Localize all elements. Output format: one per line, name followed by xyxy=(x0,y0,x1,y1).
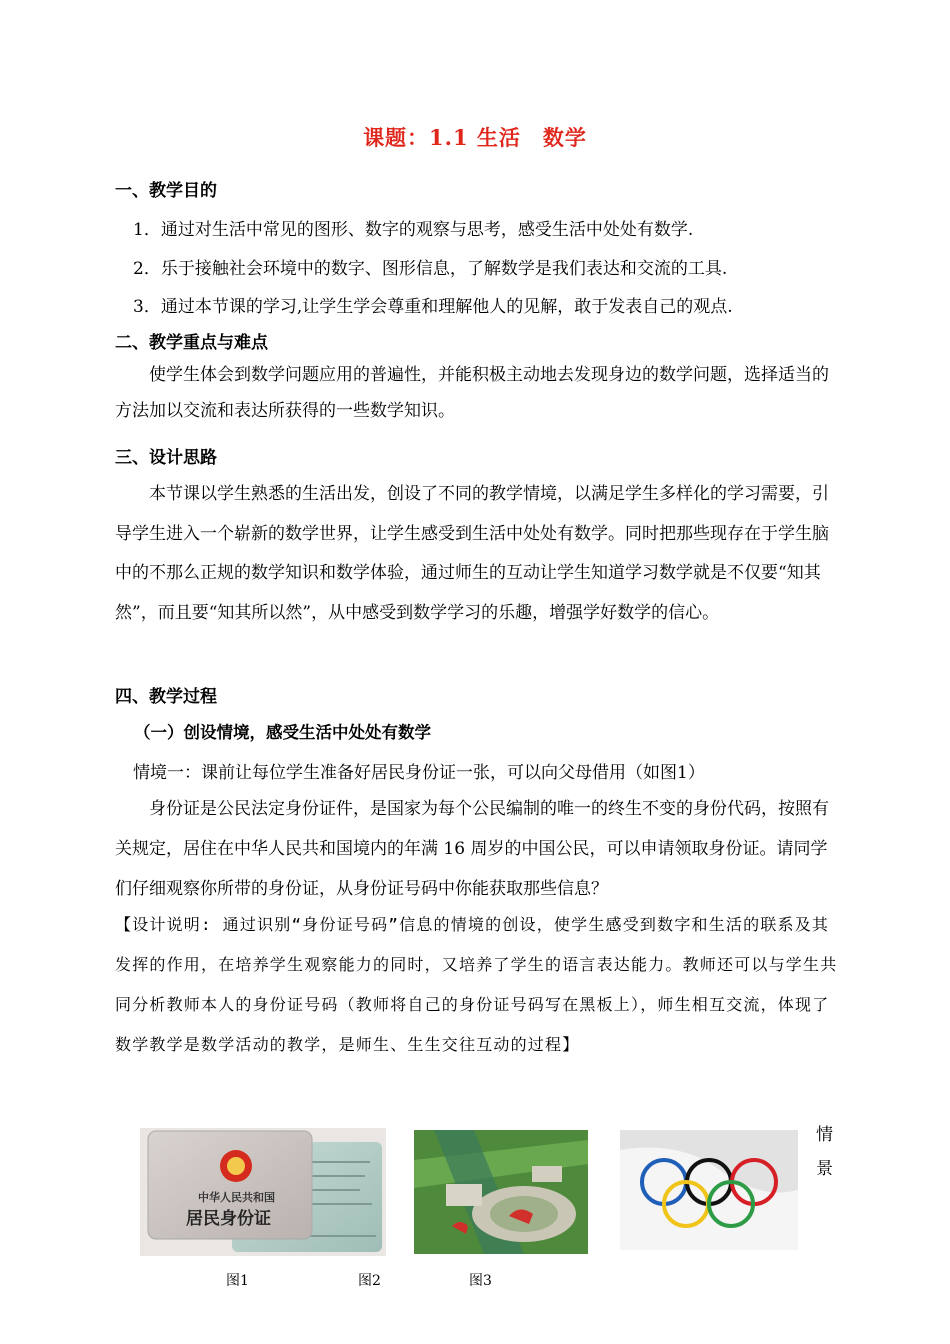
objective-item: 2．乐于接触社会环境中的数字、图形信息，了解数学是我们表达和交流的工具. xyxy=(133,259,728,279)
figure-caption: 图2 xyxy=(358,1273,381,1289)
side-text xyxy=(816,1118,836,1186)
figure-id-card xyxy=(140,1128,386,1256)
id-card-line1: 中华人民共和国 xyxy=(198,1191,275,1204)
objective-item: 1．通过对生活中常见的图形、数字的观察与思考，感受生活中处处有数学. xyxy=(133,220,694,240)
scene-one-text: 情境一：课前让每位学生准备好居民身份证一张，可以向父母借用（如图1） xyxy=(133,763,705,783)
section-heading-process: 四、教学过程 xyxy=(115,687,217,707)
design-note-paragraph: 【设计说明: 通过识别“身份证号码”信息的情境的创设，使学生感受到数字和生活的联系及其发挥的作用，在培养学生观察能力的同时，又培养了学生的语言表达能力。教师还可以与学生共同分析教师本人的身份证号码（教师将自己的身份证号码写在黑板上），师生相互交流，体现了数学教学是数学活动的教学，是师生、生生交往互动的过程】 xyxy=(115,915,838,1054)
figure-caption: 图3 xyxy=(469,1273,492,1289)
side-text-char: 情 xyxy=(816,1125,833,1145)
aerial-illustration xyxy=(414,1130,588,1254)
olympic-rings-illustration xyxy=(620,1130,798,1250)
section-heading-design: 三、设计思路 xyxy=(115,448,217,468)
id-card-line2: 居民身份证 xyxy=(186,1209,271,1229)
id-card-paragraph: 身份证是公民法定身份证件，是国家为每个公民编制的唯一的终生不变的身份代码，按照有关规定，居住在中华人民共和国境内的年满 16 周岁的中国公民，可以申请领取身份证。请同学们仔细观察你所带的身份证，从身份证号码中你能获取那些信息？ xyxy=(115,799,829,899)
side-text-char: 景 xyxy=(816,1159,833,1179)
id-card-illustration xyxy=(140,1128,386,1256)
design-paragraph: 本节课以学生熟悉的生活出发，创设了不同的教学情境，以满足学生多样化的学习需要，引导学生进入一个崭新的数学世界，让学生感受到生活中处处有数学。同时把那些现存在于学生脑中的不那么正规的数学知识和数学体验，通过师生的互动让学生知道学习数学就是不仅要“知其然”，而且要“知其所以然”，从中感受到数学学习的乐趣，增强学好数学的信心。 xyxy=(115,484,829,623)
key-points-paragraph: 使学生体会到数学问题应用的普遍性，并能积极主动地去发现身边的数学问题，选择适当的方法加以交流和表达所获得的一些数学知识。 xyxy=(115,365,829,421)
section-heading-key-points: 二、教学重点与难点 xyxy=(115,333,268,353)
page-title: 课题：1.1 生活 数学 xyxy=(363,125,587,150)
subsection-heading: （一）创设情境，感受生活中处处有数学 xyxy=(134,723,431,742)
objective-item: 3．通过本节课的学习,让学生学会尊重和理解他人的见解，敢于发表自己的观点. xyxy=(133,297,733,317)
section-heading-objectives: 一、教学目的 xyxy=(115,181,217,201)
figure-olympic-rings xyxy=(620,1130,798,1250)
figure-caption: 图1 xyxy=(226,1273,249,1289)
figure-aerial-view xyxy=(414,1130,588,1254)
